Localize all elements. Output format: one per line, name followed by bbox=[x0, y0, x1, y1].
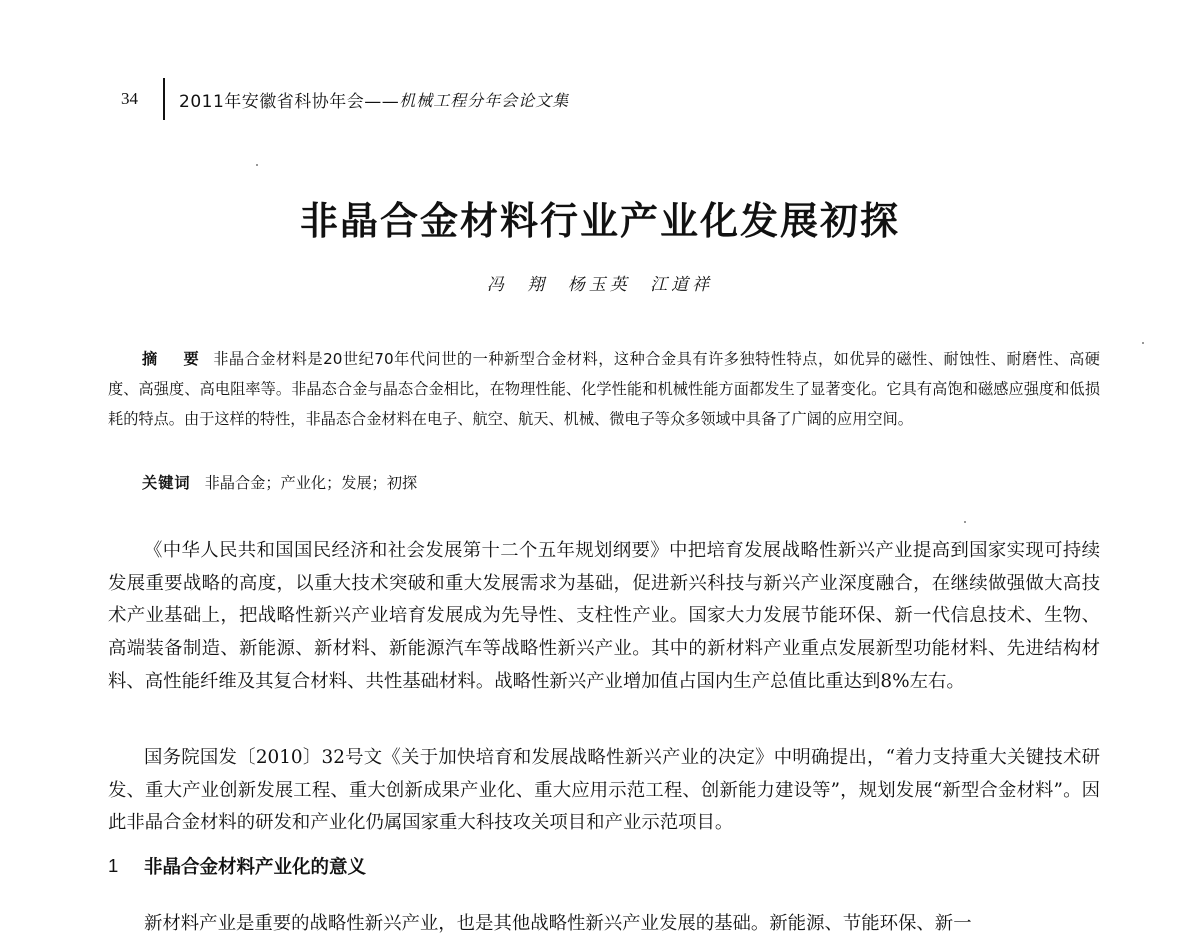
abstract-text: 非晶合金材料是20世纪70年代问世的一种新型合金材料，这种合金具有许多独特性特点，如优异的磁性、耐蚀性、耐磨性、高硬度、高强度、高电阻率等。非晶态合金与晶态合金相比，在物理性能、化学性能和机械性能方面都发生了显著变化。它具有高饱和磁感应强度和低损耗的特点。由于这样的特性，非晶态合金材料在电子、航空、航天、机械、微电子等众多领域中具备了广阔的应用空间。 bbox=[108, 350, 1100, 428]
scan-speck bbox=[1142, 342, 1144, 344]
abstract bbox=[108, 344, 1100, 434]
running-header bbox=[121, 78, 569, 120]
section-title: 非晶合金材料产业化的意义 bbox=[144, 857, 367, 878]
running-header-title: 2011年安徽省科协年会—— bbox=[179, 91, 400, 112]
header-divider bbox=[163, 78, 165, 120]
keywords-label: 关键词 bbox=[142, 474, 191, 492]
scan-speck bbox=[256, 164, 258, 166]
keywords-text: 非晶合金；产业化；发展；初探 bbox=[204, 474, 418, 492]
section-heading-1 bbox=[108, 853, 366, 879]
abstract-label: 摘 要 bbox=[142, 350, 210, 368]
running-header-subtitle: 机械工程分年会论文集 bbox=[399, 90, 570, 110]
body-paragraph-3: 新材料产业是重要的战略性新兴产业，也是其他战略性新兴产业发展的基础。新能源、节能环保、新一 bbox=[144, 913, 972, 934]
article-authors: 冯 翔 杨玉英 江道祥 bbox=[486, 275, 714, 295]
section-number: 1 bbox=[108, 855, 119, 876]
article-title: 非晶合金材料行业产业化发展初探 bbox=[299, 199, 900, 243]
scan-speck bbox=[964, 521, 966, 523]
body-paragraph-2: 国务院国发〔2010〕32号文《关于加快培育和发展战略性新兴产业的决定》中明确提出，“着力支持重大关键技术研发、重大产业创新发展工程、重大创新成果产业化、重大应用示范工程、创新能力建设等”，规划发展“新型合金材料”。因此非晶合金材料的研发和产业化仍属国家重大科技攻关项目和产业示范项目。 bbox=[108, 747, 1100, 834]
keywords bbox=[142, 468, 417, 498]
body-paragraph-1: 《中华人民共和国国民经济和社会发展第十二个五年规划纲要》中把培育发展战略性新兴产业提高到国家实现可持续发展重要战略的高度，以重大技术突破和重大发展需求为基础，促进新兴科技与新兴产业深度融合，在继续做强做大高技术产业基础上，把战略性新兴产业培育发展成为先导性、支柱性产业。国家大力发展节能环保、新一代信息技术、生物、高端装备制造、新能源、新材料、新能源汽车等战略性新兴产业。其中的新材料产业重点发展新型功能材料、先进结构材料、高性能纤维及其复合材料、共性基础材料。战略性新兴产业增加值占国内生产总值比重达到8%左右。 bbox=[108, 540, 1100, 692]
page-number: 34 bbox=[121, 89, 138, 108]
